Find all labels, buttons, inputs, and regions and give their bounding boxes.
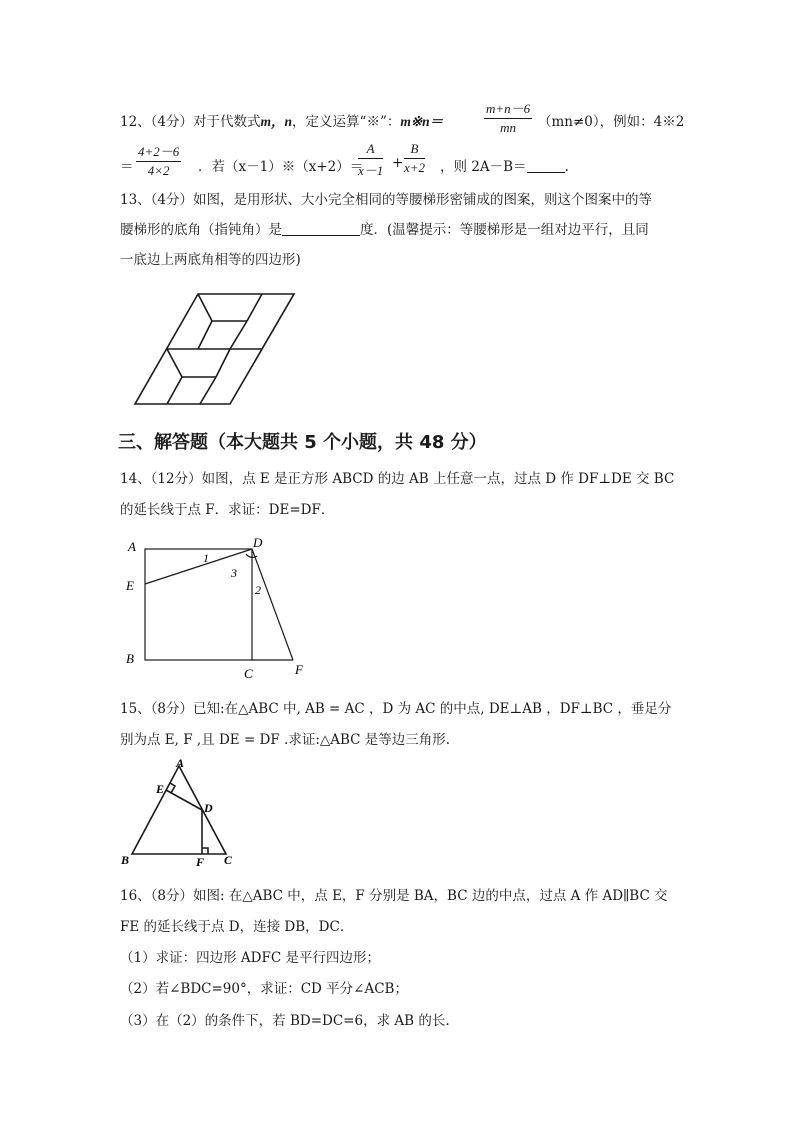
label-B: B xyxy=(126,651,134,666)
label-D: D xyxy=(204,801,213,815)
fraction-denominator: 4×2 xyxy=(147,163,170,178)
q13-text-b: 度．(温馨提示：等腰梯形是一组对边平行，且同 xyxy=(360,222,649,238)
q15-line1: 15、（8分）已知:在△ABC 中, AB = AC ，D 为 AC 的中点, DE⊥AB ，DF⊥BC ，垂足分 xyxy=(120,701,672,717)
fraction-numerator: m+n－6 xyxy=(484,98,532,119)
fraction-denominator: x+2 xyxy=(404,160,426,175)
label-B: B xyxy=(121,853,130,867)
q12-line1 xyxy=(120,110,443,130)
q12-ask: ，则 2A－B＝ xyxy=(440,159,527,175)
q12-fraction-a xyxy=(358,141,383,179)
label-F: F xyxy=(196,855,205,868)
q12-condition: （mn≠0），例如：4※2 xyxy=(538,114,685,130)
q12-fraction-definition xyxy=(484,98,532,136)
answer-blank[interactable] xyxy=(282,223,360,236)
label-D: D xyxy=(253,535,263,550)
q16-line1: 16、（8分）如图: 在△ABC 中，点 E，F 分别是 BA，BC 边的中点，过点 A 作 AD∥BC 交 xyxy=(120,888,668,904)
q12-equals: ＝ xyxy=(120,159,134,175)
label-A: A xyxy=(128,539,136,554)
label-F: F xyxy=(295,662,303,677)
q12-condition-text: ．若（x－1）※（x+2）＝ xyxy=(198,159,364,175)
label-C: C xyxy=(244,666,253,680)
q16-item2: （2）若∠BDC=90°，求证：CD 平分∠ACB； xyxy=(120,981,408,997)
square-figure xyxy=(120,532,310,680)
label-E: E xyxy=(126,578,134,593)
label-A: A xyxy=(176,758,185,770)
fraction-denominator: mn xyxy=(500,120,517,135)
q12-period: . xyxy=(564,159,569,175)
section-title: 三、解答题（本大题共 5 个小题，共 48 分） xyxy=(118,432,487,453)
label-E: E xyxy=(156,782,165,796)
angle-3-label: 3 xyxy=(231,566,237,580)
q12-vars: m，n xyxy=(260,114,293,129)
q12-answer-line xyxy=(440,155,569,175)
label-C: C xyxy=(224,853,233,867)
q14-line1: 14、（12分）如图，点 E 是正方形 ABCD 的边 AB 上任意一点，过点 D 作 DF⊥DE 交 BC xyxy=(120,471,675,487)
fraction-numerator: B xyxy=(404,141,425,159)
q16-item1: （1）求证：四边形 ADFC 是平行四边形； xyxy=(120,950,380,966)
q13-line2 xyxy=(120,218,649,238)
q12-prefix: 12、（4分）对于代数式 xyxy=(120,114,261,130)
fraction-denominator: x－1 xyxy=(358,163,384,178)
trapezoid-tiling-figure xyxy=(130,288,302,410)
q12-definition: ，定义运算“※”： xyxy=(292,114,401,130)
q16-item3: （3）在（2）的条件下，若 BD=DC=6，求 AB 的长. xyxy=(120,1013,450,1029)
triangle-figure xyxy=(118,758,240,868)
q12-plus: + xyxy=(392,155,404,171)
q13-line3: 一底边上两底角相等的四边形) xyxy=(120,252,301,268)
fraction-numerator: A xyxy=(358,141,383,159)
q12-fraction-example xyxy=(136,141,181,179)
q16-line2: FE 的延长线于点 D，连接 DB，DC． xyxy=(120,919,354,935)
q13-line1: 13、（4分）如图，是用形状、大小完全相同的等腰梯形密铺成的图案，则这个图案中的等 xyxy=(120,192,653,208)
q12-fraction-b xyxy=(404,141,425,176)
angle-1-label: 1 xyxy=(203,551,209,565)
q12-expr: m※n＝ xyxy=(400,114,444,129)
q15-line2: 别为点 E, F ,且 DE = DF .求证:△ABC 是等边三角形. xyxy=(120,732,451,748)
fraction-numerator: 4+2－6 xyxy=(136,141,181,162)
angle-2-label: 2 xyxy=(255,583,261,597)
q13-text-a: 腰梯形的底角（指钝角）是 xyxy=(120,222,282,238)
q14-line2: 的延长线于点 F．求证：DE=DF． xyxy=(120,502,335,518)
answer-blank[interactable] xyxy=(527,160,565,173)
